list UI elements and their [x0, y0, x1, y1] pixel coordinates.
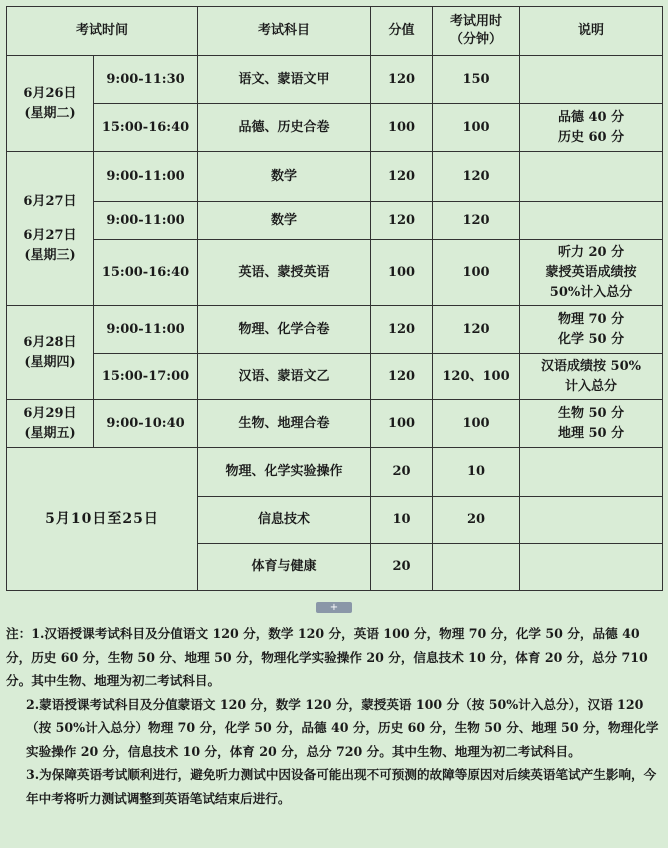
note-cell [520, 56, 663, 104]
note-cell [520, 152, 663, 202]
duration-cell: 10 [433, 448, 520, 497]
score-cell: 120 [371, 152, 433, 202]
note-cell [520, 354, 663, 400]
time-cell: 9:00-11:30 [94, 56, 198, 104]
note-line: 历史 60 分 [557, 129, 625, 145]
date-line1: 6月26日 [23, 85, 77, 101]
note-cell [520, 202, 663, 240]
duration-cell: 120 [433, 152, 520, 202]
header-duration-line2: （分钟） [450, 32, 503, 47]
header-score: 分值 [371, 7, 433, 56]
header-duration-line1: 考试用时 [450, 14, 503, 29]
subject-cell: 生物、地理合卷 [198, 400, 371, 448]
subject-cell: 品德、历史合卷 [198, 104, 371, 152]
duration-cell: 120 [433, 306, 520, 354]
subject-cell: 物理、化学合卷 [198, 306, 371, 354]
score-cell: 100 [371, 400, 433, 448]
duration-cell: 100 [433, 400, 520, 448]
date-line-a: 6月27日 [23, 193, 77, 209]
duration-cell [433, 544, 520, 591]
table-row [7, 400, 663, 448]
note-line: 蒙授英语成绩按 [545, 264, 637, 280]
period-cell: 5月10日至25日 [7, 448, 198, 591]
date-cell [7, 400, 94, 448]
subject-cell: 体育与健康 [198, 544, 371, 591]
date-cell [7, 152, 94, 306]
note-cell [520, 544, 663, 591]
note-cell [520, 306, 663, 354]
table-row [7, 240, 663, 306]
score-cell: 20 [371, 544, 433, 591]
date-cell [7, 56, 94, 152]
footnote-3: 3.为保障英语考试顺利进行，避免听力测试中因设备可能出现不可预测的故障等原因对后续英语笔试产生影响，今年中考将听力测试调整到英语笔试结束后进行。 [26, 767, 657, 806]
note-line: 汉语成绩按 50% [541, 358, 641, 374]
date-line1: 6月29日 [23, 405, 77, 421]
footnote-1: 注：1.汉语授课考试科目及分值语文 120 分，数学 120 分，英语 100 分，物理 70 分，化学 50 分，品德 40 分，历史 60 分，生物 50 分、地理 50 分，物理化学实验操作 20 分，信息技术 10 分，体育 20 分，总分 710 分。其中生物、地理为初二考试科目。 [6, 626, 648, 688]
note-line: 听力 20 分 [557, 244, 625, 260]
date-line2: (星期五) [24, 425, 76, 441]
subject-cell: 数学 [198, 202, 371, 240]
date-line2: (星期四) [24, 354, 76, 370]
note-cell [520, 497, 663, 544]
duration-cell: 150 [433, 56, 520, 104]
duration-cell: 120、100 [433, 354, 520, 400]
table-row [7, 56, 663, 104]
footnotes [6, 622, 662, 810]
subject-cell: 汉语、蒙语文乙 [198, 354, 371, 400]
score-cell: 100 [371, 104, 433, 152]
score-cell: 20 [371, 448, 433, 497]
note-line: 生物 50 分 [557, 405, 625, 421]
score-cell: 10 [371, 497, 433, 544]
note-line: 地理 50 分 [557, 425, 625, 441]
header-subject: 考试科目 [198, 7, 371, 56]
note-cell [520, 448, 663, 497]
date-line1: 6月28日 [23, 334, 77, 350]
table-row [7, 152, 663, 202]
note-line: 品德 40 分 [557, 109, 625, 125]
time-cell: 15:00-16:40 [94, 104, 198, 152]
table-row [7, 104, 663, 152]
header-exam-time: 考试时间 [7, 7, 198, 56]
note-cell [520, 240, 663, 306]
date-line1: 6月27日 [23, 227, 77, 243]
footnote-2: 2.蒙语授课考试科目及分值蒙语文 120 分，数学 120 分，蒙授英语 100 分（按 50%计入总分），汉语 120（按 50%计入总分）物理 70 分，化学 50 分，品德 40 分，历史 60 分，生物 50 分、地理 50 分，物理化学实验操作 20 分，信息技术 10 分，体育 20 分，总分 720 分。其中生物、地理为初二考试科目。 [26, 696, 659, 759]
note-cell [520, 104, 663, 152]
score-cell: 120 [371, 56, 433, 104]
duration-cell: 100 [433, 240, 520, 306]
time-cell: 9:00-11:00 [94, 152, 198, 202]
note-line: 物理 70 分 [557, 311, 625, 327]
subject-cell: 语文、蒙语文甲 [198, 56, 371, 104]
table-header-row [7, 7, 663, 56]
expand-button[interactable]: + [316, 602, 352, 613]
subject-cell: 英语、蒙授英语 [198, 240, 371, 306]
score-cell: 120 [371, 306, 433, 354]
subject-cell: 数学 [198, 152, 371, 202]
date-line2: (星期二) [24, 105, 76, 121]
subject-cell: 物理、化学实验操作 [198, 448, 371, 497]
score-cell: 120 [371, 354, 433, 400]
duration-cell: 120 [433, 202, 520, 240]
header-duration [433, 7, 520, 56]
duration-cell: 20 [433, 497, 520, 544]
table-row [7, 354, 663, 400]
table-row [7, 448, 663, 497]
duration-cell: 100 [433, 104, 520, 152]
table-row [7, 202, 663, 240]
note-line: 计入总分 [565, 378, 618, 394]
score-cell: 120 [371, 202, 433, 240]
note-cell [520, 400, 663, 448]
score-cell: 100 [371, 240, 433, 306]
note-line: 化学 50 分 [557, 331, 625, 347]
exam-schedule-table [6, 6, 663, 591]
header-notes: 说明 [520, 7, 663, 56]
date-cell [7, 306, 94, 400]
time-cell: 15:00-17:00 [94, 354, 198, 400]
time-cell: 9:00-10:40 [94, 400, 198, 448]
note-line: 50%计入总分 [549, 284, 633, 300]
table-row [7, 306, 663, 354]
time-cell: 15:00-16:40 [94, 240, 198, 306]
date-line2: (星期三) [24, 247, 76, 263]
time-cell: 9:00-11:00 [94, 306, 198, 354]
subject-cell: 信息技术 [198, 497, 371, 544]
time-cell: 9:00-11:00 [94, 202, 198, 240]
